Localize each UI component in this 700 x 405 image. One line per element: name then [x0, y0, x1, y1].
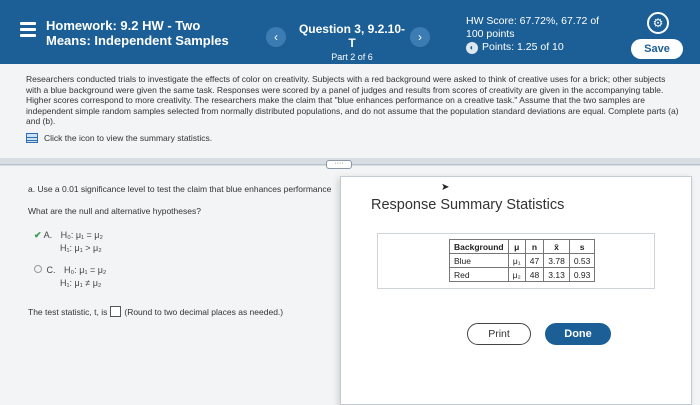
- problem-statement: [0, 64, 700, 158]
- cell-s: 0.93: [569, 268, 595, 282]
- header-s: s: [569, 240, 595, 254]
- hw-score-line2: 100 points: [466, 28, 515, 40]
- cell-mean: 3.13: [544, 268, 570, 282]
- question-indicator: [296, 22, 408, 62]
- cell-n: 47: [525, 254, 543, 268]
- problem-text: Researchers conducted trials to investigate the effects of color on creativity. Subjects with a red background were asked to think of creative uses for a brick; other subjects with a blue background were given the same task. Responses were scored by a panel of judges and results from scores of creativity are given in the accompanying table. Higher scores correspond to more creativity. The researchers make the claim that "blue enhances performance on a creative task." Assume that the two samples are independent simple random samples selected from normally distributed populations, and do not assume that the population standard deviations are equal. Complete parts (a) and (b).: [26, 74, 679, 126]
- cell-background: Blue: [450, 254, 509, 268]
- test-statistic-label: The test statistic, t, is: [28, 306, 108, 317]
- homework-title: [46, 18, 229, 48]
- question-number: Question 3, 9.2.10-T: [298, 22, 406, 50]
- points-text: Points: 1.25 of 10: [482, 41, 564, 53]
- points-status-icon: ◐: [466, 42, 478, 54]
- option-c-letter: C.: [46, 265, 56, 275]
- header-mean: x̄: [544, 240, 570, 254]
- score-panel: [466, 15, 599, 54]
- mouse-cursor-icon: ➤: [441, 182, 450, 193]
- part-a-text: a. Use a 0.01 significance level to test the claim that blue enhances performance: [28, 184, 332, 194]
- test-statistic-row: [28, 306, 283, 317]
- expand-handle[interactable]: ····: [326, 160, 352, 169]
- option-c-h1: H₁: μ₁ ≠ μ₂: [60, 278, 102, 288]
- option-a-h0: H₀: μ₁ = μ₂: [60, 230, 103, 240]
- settings-gear-icon[interactable]: ⚙: [647, 12, 669, 34]
- header-background: Background: [450, 240, 509, 254]
- dialog-title: Response Summary Statistics: [371, 197, 565, 213]
- print-button[interactable]: Print: [467, 323, 531, 345]
- homework-title-line2: Means: Independent Samples: [46, 33, 229, 48]
- next-question-button[interactable]: ›: [410, 27, 430, 47]
- hypotheses-prompt: What are the null and alternative hypotheses?: [28, 206, 201, 216]
- test-statistic-hint: (Round to two decimal places as needed.): [124, 306, 284, 317]
- top-bar: [0, 0, 700, 64]
- option-c[interactable]: [34, 264, 106, 290]
- option-c-h0: H₀: μ₁ = μ₂: [64, 265, 107, 275]
- option-a-h1: H₁: μ₁ > μ₂: [60, 243, 102, 253]
- question-part: Part 2 of 6: [331, 52, 373, 62]
- summary-stats-link[interactable]: [26, 133, 680, 144]
- hw-score-line1: HW Score: 67.72%, 67.72 of: [466, 15, 600, 27]
- table-icon[interactable]: [26, 133, 38, 143]
- test-statistic-input[interactable]: [110, 306, 121, 317]
- table-header-row: [450, 240, 595, 254]
- option-a-letter: A.: [43, 230, 53, 240]
- table-row: [450, 268, 595, 282]
- summary-stats-table: [449, 239, 595, 282]
- previous-question-button[interactable]: ‹: [266, 27, 286, 47]
- option-a[interactable]: [34, 229, 103, 255]
- homework-title-line1: Homework: 9.2 HW - Two: [46, 18, 201, 33]
- cell-s: 0.53: [569, 254, 595, 268]
- cell-n: 48: [525, 268, 543, 282]
- points-row: [466, 41, 599, 54]
- save-button[interactable]: Save: [631, 39, 683, 59]
- header-mu: μ: [508, 240, 525, 254]
- checkmark-icon: ✔: [34, 230, 42, 240]
- summary-stats-link-text[interactable]: Click the icon to view the summary statistics.: [44, 132, 213, 143]
- table-row: [450, 254, 595, 268]
- option-c-radio[interactable]: [34, 265, 42, 273]
- cell-background: Red: [450, 268, 509, 282]
- menu-icon[interactable]: [20, 22, 36, 40]
- cell-mean: 3.78: [544, 254, 570, 268]
- done-button[interactable]: Done: [545, 323, 611, 345]
- header-n: n: [525, 240, 543, 254]
- cell-mu: μ₁: [508, 254, 525, 268]
- summary-stats-dialog: [340, 176, 692, 405]
- cell-mu: μ₂: [508, 268, 525, 282]
